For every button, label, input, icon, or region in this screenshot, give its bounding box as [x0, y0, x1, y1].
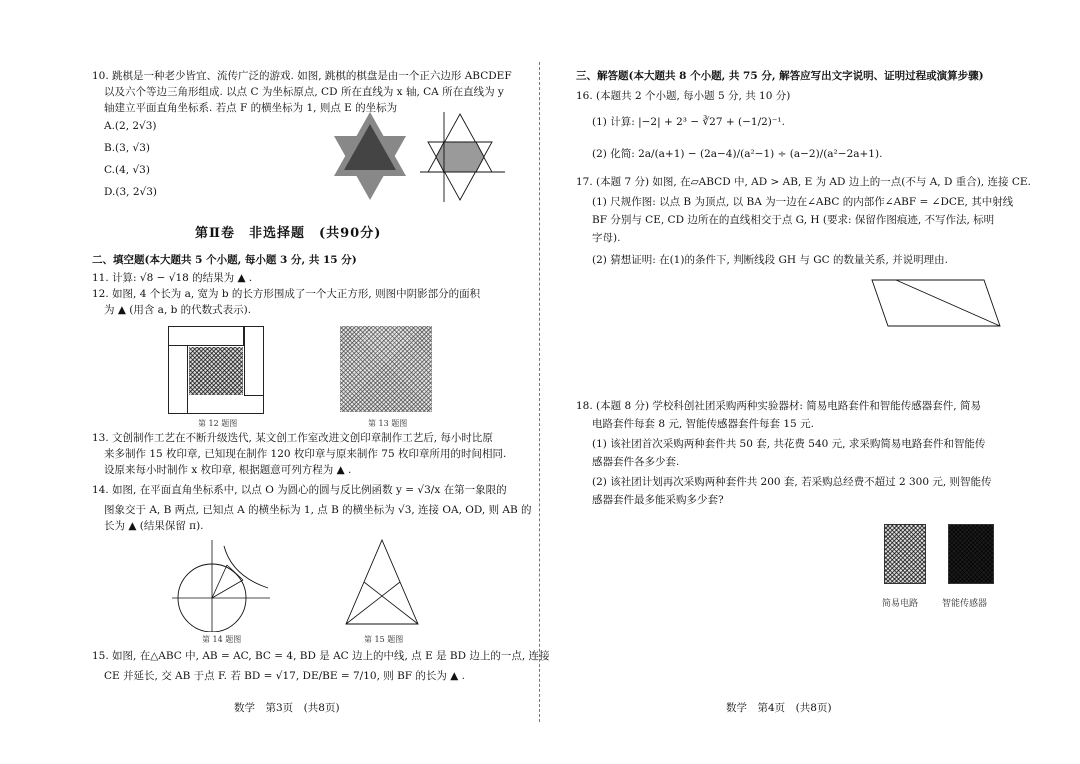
- q14-circle-figure: [172, 536, 272, 632]
- q14-line3: 长为 ▲ (结果保留 π).: [104, 520, 204, 532]
- smart-sensor-label: 智能传感器: [942, 599, 988, 609]
- q12-line2: 为 ▲ (用含 a, b 的代数式表示).: [104, 304, 252, 316]
- q15-line2: CE 并延长, 交 AB 于点 F. 若 BD = √17, DE/BE = 7/10, 则 BF 的长为 ▲ .: [104, 670, 466, 682]
- q14-line1: 14. 如图, 在平面直角坐标系中, 以点 O 为圆心的圆与反比例函数 y = √3/x 在第一象限的: [92, 484, 507, 496]
- q18-line5: (2) 该社团计划再次采购两种套件共 200 套, 若采购总经费不超过 2 300 元, 则智能传: [592, 476, 992, 488]
- q10-option-c: C.(4, √3): [104, 164, 150, 176]
- q17-line2: (1) 尺规作图: 以点 B 为顶点, 以 BA 为一边在∠ABC 的内部作∠ABF = ∠DCE, 其中射线: [592, 196, 1014, 208]
- q10-line1: 10. 跳棋是一种老少皆宜、流传广泛的游戏. 如图, 跳棋的棋盘是由一个正六边形 ABCDEF: [92, 70, 512, 82]
- smart-sensor-kit-image: [948, 524, 994, 584]
- q18-line1: 18. (本题 8 分) 学校科创社团采购两种实验器材: 简易电路套件和智能传感器套件, 简易: [576, 400, 981, 412]
- coordinate-star-diagram: [420, 112, 505, 202]
- simple-circuit-kit-image: [884, 524, 926, 584]
- q18-line6: 感器套件最多能采购多少套?: [592, 494, 724, 506]
- q15-line1: 15. 如图, 在△ABC 中, AB = AC, BC = 4, BD 是 AC 边上的中线, 点 E 是 BD 边上的一点, 连接: [92, 650, 550, 662]
- q13-line2: 来多制作 15 枚印章, 已知现在制作 120 枚印章与原来制作 75 枚印章所用的时间相同.: [104, 448, 507, 460]
- q17-line1: 17. (本题 7 分) 如图, 在▱ABCD 中, AD > AB, E 为 AD 边上的一点(不与 A, D 重合), 连接 CE.: [576, 176, 1031, 188]
- q14-caption: 第 14 题图: [202, 635, 242, 644]
- q12-line1: 12. 如图, 4 个长为 a, 宽为 b 的长方形围成了一个大正方形, 则图中阴影部分的面积: [92, 288, 481, 300]
- q16: 16. (本题共 2 个小题, 每小题 5 分, 共 10 分): [576, 90, 791, 102]
- q16-part2: (2) 化简: 2a/(a+1) − (2a−4)/(a²−1) ÷ (a−2)/(a²−2a+1).: [592, 148, 883, 160]
- q18-line2: 电路套件每套 8 元, 智能传感器套件每套 15 元.: [592, 418, 814, 430]
- q10-star-figures: [330, 110, 510, 202]
- checker-star-board: [334, 112, 406, 200]
- fill-blank-header: 二、填空题(本大题共 5 个小题, 每小题 3 分, 共 15 分): [92, 254, 357, 266]
- q18-line3: (1) 该社团首次采购两种套件共 50 套, 共花费 540 元, 求采购简易电路套件和智能传: [592, 438, 986, 450]
- section-ii-title: 第Ⅱ卷 非选择题 (共90分): [195, 226, 382, 241]
- q12-caption: 第 12 题图: [198, 419, 238, 428]
- q17-line3: BF 分别与 CE, CD 边所在的直线相交于点 G, H (要求: 保留作图痕迹, 不写作法, 标明: [592, 214, 995, 226]
- q13-stamp-photo: [340, 326, 432, 412]
- q16-part1: (1) 计算: |−2| + 2³ − ∛27 + (−1/2)⁻¹.: [592, 116, 785, 128]
- q17-line5: (2) 猜想证明: 在(1)的条件下, 判断线段 GH 与 GC 的数量关系, 并说明理由.: [592, 254, 948, 266]
- solve-header: 三、解答题(本大题共 8 个小题, 共 75 分, 解答应写出文字说明、证明过程或演算步骤): [576, 70, 984, 82]
- q12-rectangles-figure: [168, 326, 264, 414]
- q13-line1: 13. 文创制作工艺在不断升级迭代, 某文创工作室改进文创印章制作工艺后, 每小时比原: [92, 432, 493, 444]
- right-footer: 数学 第4页 (共8页): [726, 702, 832, 714]
- q18-line4: 感器套件各多少套.: [592, 456, 680, 468]
- q10-line3: 轴建立平面直角坐标系. 若点 F 的横坐标为 1, 则点 E 的坐标为: [104, 102, 398, 114]
- q10-line2: 以及六个等边三角形组成. 以点 C 为坐标原点, CD 所在直线为 x 轴, CA 所在直线为 y: [104, 86, 504, 98]
- q11: 11. 计算: √8 − √18 的结果为 ▲ .: [92, 272, 253, 284]
- q17-parallelogram-figure: [860, 270, 1020, 334]
- q15-triangle-figure: [340, 536, 422, 632]
- q13-caption: 第 13 题图: [368, 419, 408, 428]
- simple-circuit-label: 简易电路: [882, 599, 919, 609]
- q17-line4: 字母).: [592, 232, 621, 244]
- q15-caption: 第 15 题图: [364, 635, 404, 644]
- right-page: [540, 0, 1080, 764]
- q13-line3: 设原来每小时制作 x 枚印章, 根据题意可列方程为 ▲ .: [104, 464, 352, 476]
- q10-option-b: B.(3, √3): [104, 142, 150, 154]
- left-footer: 数学 第3页 (共8页): [234, 702, 340, 714]
- q10-option-a: A.(2, 2√3): [104, 120, 157, 132]
- q14-line2: 图象交于 A, B 两点, 已知点 A 的横坐标为 1, 点 B 的横坐标为 √3, 连接 OA, OD, 则 AB 的: [104, 504, 532, 516]
- q10-option-d: D.(3, 2√3): [104, 186, 157, 198]
